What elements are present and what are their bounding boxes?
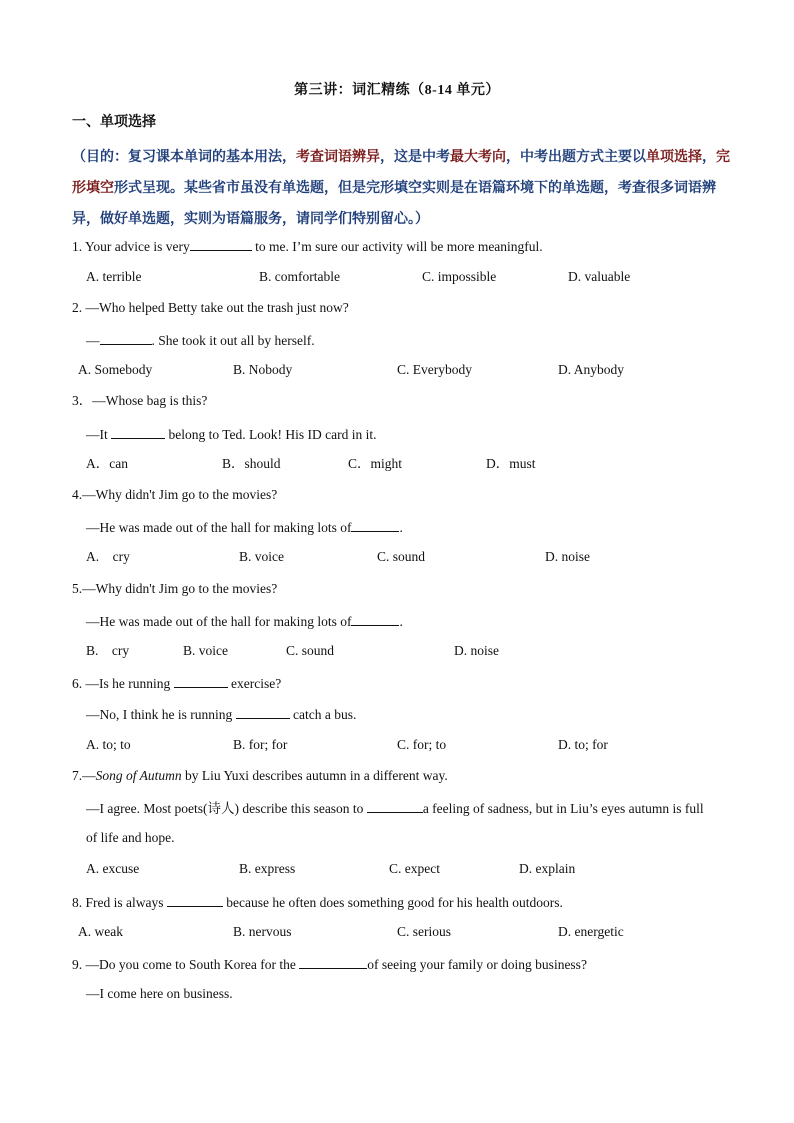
q2-option-a[interactable]: A. Somebody [78,362,153,377]
q5-option-a[interactable]: B. cry [86,643,130,658]
q7-option-c[interactable]: C. expect [389,861,440,876]
question-6-stem: 6. —Is he running exercise? [72,673,281,693]
q6-option-b[interactable]: B. for; for [233,737,288,752]
q4-option-c[interactable]: C. sound [377,549,426,564]
q6-option-a[interactable]: A. to; to [86,737,131,752]
question-1-stem: 1. Your advice is very to me. I’m sure our activity will be more meaningful. [72,236,543,256]
q3-option-b[interactable]: B．should [222,456,281,471]
question-4-stem: 4.—Why didn't Jim go to the movies? [72,487,278,502]
q1-option-b[interactable]: B. comfortable [259,269,340,284]
question-5-answer: —He was made out of the hall for making lots of . [86,611,403,631]
q3-option-a[interactable]: A．can [86,456,128,471]
page-title: 第三讲：词汇精练（8-14 单元） [294,83,500,98]
poem-title: Song of Autumn [95,768,182,783]
q8-option-c[interactable]: C. serious [397,924,451,939]
q6-option-d[interactable]: D. to; for [558,737,608,752]
question-7-answer-cont: of life and hope. [86,830,175,845]
answer-blank[interactable] [100,330,152,345]
q5-option-d[interactable]: D. noise [454,643,499,658]
question-6-answer: —No, I think he is running catch a bus. [86,704,356,724]
q7-option-a[interactable]: A. excuse [86,861,140,876]
q1-option-d[interactable]: D. valuable [568,269,631,284]
q2-option-b[interactable]: B. Nobody [233,362,293,377]
answer-blank[interactable] [167,892,223,907]
question-2-answer: — . She took it out all by herself. [86,330,315,350]
q7-option-b[interactable]: B. express [239,861,296,876]
question-2-stem: 2. —Who helped Betty take out the trash just now? [72,300,349,315]
question-4-answer: —He was made out of the hall for making lots of . [86,517,403,537]
q3-option-d[interactable]: D．must [486,456,536,471]
answer-blank[interactable] [190,236,252,251]
question-3-stem: 3．—Whose bag is this? [72,393,208,408]
q8-option-d[interactable]: D. energetic [558,924,624,939]
q8-option-b[interactable]: B. nervous [233,924,292,939]
q4-option-d[interactable]: D. noise [545,549,590,564]
answer-blank[interactable] [174,673,228,688]
q8-option-a[interactable]: A. weak [78,924,123,939]
question-8-stem: 8. Fred is always because he often does something good for his health outdoors. [72,892,563,912]
q5-option-b[interactable]: B. voice [183,643,228,658]
q3-option-c[interactable]: C．might [348,456,403,471]
question-7-stem: 7.—Song of Autumn by Liu Yuxi describes autumn in a different way. [72,768,448,783]
answer-blank[interactable] [367,798,423,813]
q4-option-a[interactable]: A. cry [86,549,130,564]
question-7-answer: —I agree. Most poets(诗人) describe this season to a feeling of sadness, but in Liu’s eyes autumn is full [86,798,704,818]
q4-option-b[interactable]: B. voice [239,549,284,564]
q2-option-c[interactable]: C. Everybody [397,362,472,377]
question-9-stem: 9. —Do you come to South Korea for the of seeing your family or doing business? [72,954,587,974]
answer-blank[interactable] [111,424,165,439]
question-9-answer: —I come here on business. [86,986,233,1001]
section-heading: 一、单项选择 [72,115,156,130]
question-5-stem: 5.—Why didn't Jim go to the movies? [72,581,278,596]
q1-option-c[interactable]: C. impossible [422,269,497,284]
q5-option-c[interactable]: C. sound [286,643,335,658]
q6-option-c[interactable]: C. for; to [397,737,447,752]
q2-option-d[interactable]: D. Anybody [558,362,625,377]
question-3-answer: —It belong to Ted. Look! His ID card in it. [86,424,377,444]
answer-blank[interactable] [351,517,399,532]
instructions-note: （目的：复习课本单词的基本用法，考查词语辨异，这是中考最大考向，中考出题方式主要以单项选择，完形填空形式呈现。某些省市虽没有单选题，但是完形填空实则是在语篇环境下的单选题，考查很多词语辨异，做好单选题，实则为语篇服务，请同学们特别留心。） [72,150,730,227]
answer-blank[interactable] [299,954,367,969]
q1-option-a[interactable]: A. terrible [86,269,142,284]
q7-option-d[interactable]: D. explain [519,861,576,876]
answer-blank[interactable] [236,704,290,719]
answer-blank[interactable] [351,611,399,626]
